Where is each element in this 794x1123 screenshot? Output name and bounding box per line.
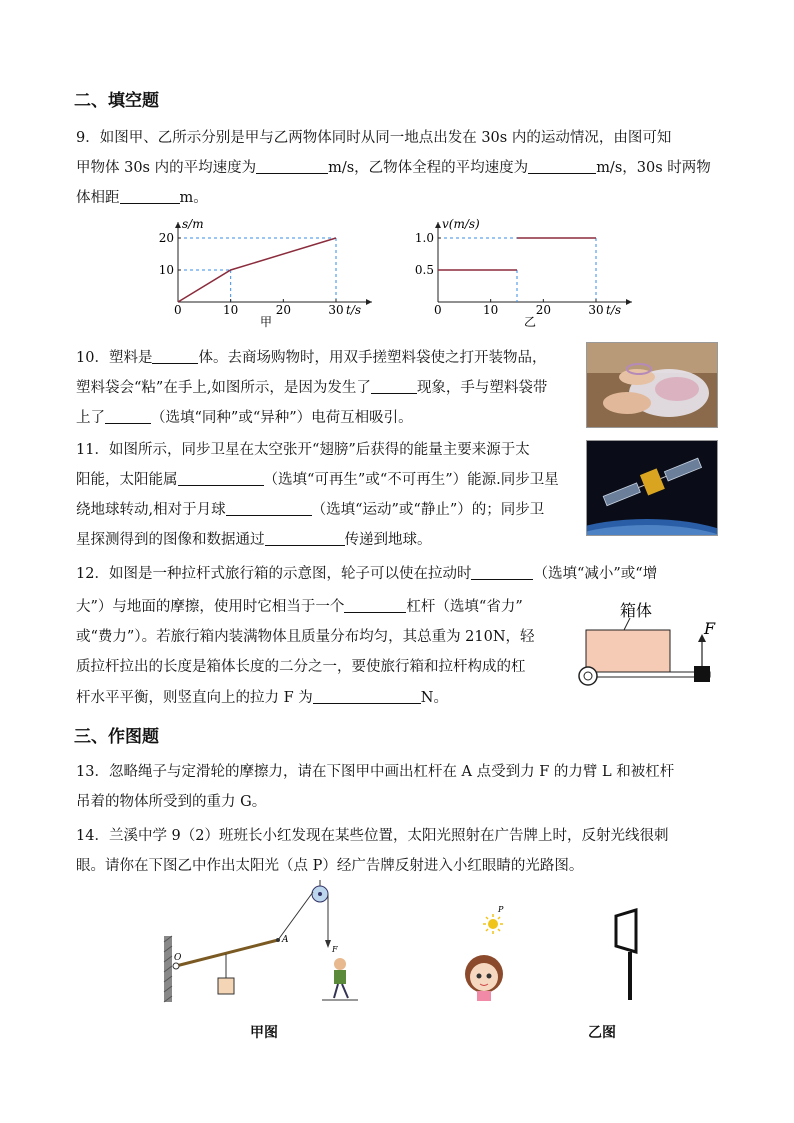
x-tick-label: 30 (328, 303, 344, 317)
q10-line-1 (76, 346, 546, 367)
q12-line-3: 或“费力”）。若旅行箱内装满物体且质量分布均匀，其总重为 210N，轻 (76, 629, 535, 645)
x-tick-label: 20 (535, 303, 551, 317)
q12-line-5 (76, 686, 448, 707)
q11-text-d: （选填“运动”或“静止”）的；同步卫 (311, 502, 545, 518)
q12-text-d: 杠杆（选填“省力” (406, 599, 523, 615)
q13-line-2: 吊着的物体所受到的重力 G。 (76, 794, 267, 810)
q14-line-2: 眼。请你在下图乙中作出太阳光（点 P）经广告牌反射进入小红眼睛的光路图。 (76, 858, 584, 874)
q10-blank-3[interactable] (105, 409, 151, 424)
q12-blank-1[interactable] (471, 565, 533, 580)
label-p: P (498, 905, 504, 914)
photo-satellite (586, 440, 718, 536)
sun-icon (483, 914, 503, 934)
q12-blank-2[interactable] (344, 598, 406, 613)
q9-blank-1[interactable] (256, 159, 328, 174)
q12-blank-3[interactable] (313, 689, 421, 704)
q11-blank-3[interactable] (265, 531, 345, 546)
person (334, 958, 346, 970)
q9-text-b: m/s，乙物体全程的平均速度为 (328, 160, 529, 176)
figure-yi-reflection (450, 900, 680, 1010)
q9-line-2 (76, 156, 711, 177)
q11-text-c: 绕地球转动,相对于月球 (76, 502, 226, 518)
q11-text-e: 星探测得到的图像和数据通过 (76, 532, 265, 548)
q12-line-4: 质拉杆拉出的长度是箱体长度的二分之一，要使旅行箱和拉杆构成的杠 (76, 659, 526, 675)
q9-blank-3[interactable] (120, 189, 180, 204)
figure-yi-caption: 乙图 (588, 1025, 616, 1041)
q10-blank-2[interactable] (371, 379, 417, 394)
q12-line-2 (76, 595, 523, 616)
billboard (616, 910, 636, 1000)
origin-label: 0 (174, 303, 182, 317)
section-title-drawing: 三、作图题 (74, 727, 159, 747)
x-tick-label: 10 (483, 303, 499, 317)
y-tick-label: 20 (158, 231, 174, 245)
q9-blank-2[interactable] (528, 159, 596, 174)
q10-text-b: 体。去商场购物时，用双手搓塑料袋使之打开装物品， (198, 350, 547, 366)
label-o: O (174, 953, 182, 963)
q9-text-d: 体相距 (76, 190, 120, 206)
figure-jia-lever-pulley (158, 880, 368, 1006)
y-tick-label: 0.5 (414, 263, 434, 277)
q12-text-e: 杆水平平衡，则竖直向上的拉力 F 为 (76, 690, 313, 706)
q10-text-c: 塑料袋会“粘”在手上,如图所示，是因为发生了 (76, 380, 371, 396)
suitcase-box (586, 630, 670, 676)
rope (278, 892, 313, 940)
q9-line-1: 9．如图甲、乙所示分别是甲与乙两物体同时从同一地点出发在 30s 内的运动情况，由图可知 (76, 130, 672, 146)
section-title-fill-in: 二、填空题 (74, 91, 159, 111)
q11-line-2 (76, 468, 559, 489)
label-f: F (332, 945, 338, 954)
graph-yi (410, 214, 650, 334)
box-label: 箱体 (620, 601, 653, 620)
q12-text-a: 12．如图是一种拉杆式旅行箱的示意图，轮子可以使在拉动时 (76, 566, 472, 582)
q9-line-3 (76, 186, 208, 207)
force-label: F (704, 619, 716, 638)
girl-figure (465, 955, 503, 1001)
photo-hands-plastic-bag (586, 342, 718, 428)
x-axis-label: t/s (606, 303, 622, 317)
y-tick-label: 10 (158, 263, 174, 277)
x-axis-label: t/s (346, 303, 362, 317)
q9-text-e: m。 (179, 190, 208, 206)
figure-suitcase-lever (574, 594, 724, 698)
lever (176, 940, 278, 966)
q11-blank-2[interactable] (226, 501, 312, 516)
q11-line-3 (76, 498, 544, 519)
y-axis-label: s/m (182, 217, 204, 231)
graph-jia (150, 214, 380, 334)
q10-text-f: （选填“同种”或“异种”）电荷互相吸引。 (151, 410, 413, 426)
q12-line-1 (76, 562, 657, 583)
q12-text-b: （选填“减小”或“增 (533, 566, 658, 582)
handle (694, 666, 710, 682)
q9-text-a: 甲物体 30s 内的平均速度为 (76, 160, 257, 176)
y-tick-label: 1.0 (414, 231, 434, 245)
graph-caption: 乙 (524, 315, 537, 329)
q10-text-d: 现象，手与塑料袋带 (416, 380, 548, 396)
q11-text-b: （选填“可再生”或“不可再生”）能源.同步卫星 (263, 472, 559, 488)
figure-jia-caption: 甲图 (250, 1025, 278, 1041)
q14-line-1: 14．兰溪中学 9（2）班班长小红发现在某些位置，太阳光照射在广告牌上时，反射光线很刺 (76, 828, 669, 844)
graph-caption: 甲 (260, 315, 273, 329)
q12-text-f: N。 (420, 690, 448, 706)
x-tick-label: 10 (223, 303, 239, 317)
q11-blank-1[interactable] (178, 471, 264, 486)
series-line-jia (178, 238, 336, 302)
q10-line-3 (76, 406, 413, 427)
q12-text-c: 大”）与地面的摩擦，使用时它相当于一个 (76, 599, 345, 615)
hanging-block (218, 978, 234, 994)
q10-line-2 (76, 376, 547, 397)
q11-text-a: 阳能，太阳能属 (76, 472, 178, 488)
pull-rod (588, 672, 710, 677)
q11-line-4 (76, 528, 432, 549)
q9-text-c: m/s，30s 时两物 (596, 160, 711, 176)
pivot (173, 963, 179, 969)
origin-label: 0 (434, 303, 442, 317)
q10-blank-1[interactable] (152, 349, 198, 364)
y-axis-label: v(m/s) (442, 217, 480, 231)
q13-line-1: 13．忽略绳子与定滑轮的摩擦力，请在下图甲中画出杠杆在 A 点受到力 F 的力臂 L 和被杠杆 (76, 764, 675, 780)
x-tick-label: 30 (588, 303, 604, 317)
q10-text-e: 上了 (76, 410, 105, 426)
q10-text-a: 10．塑料是 (76, 350, 153, 366)
q11-line-1: 11．如图所示，同步卫星在太空张开“翅膀”后获得的能量主要来源于太 (76, 442, 530, 458)
x-tick-label: 20 (275, 303, 291, 317)
q11-text-f: 传递到地球。 (344, 532, 432, 548)
label-a: A (282, 935, 289, 945)
